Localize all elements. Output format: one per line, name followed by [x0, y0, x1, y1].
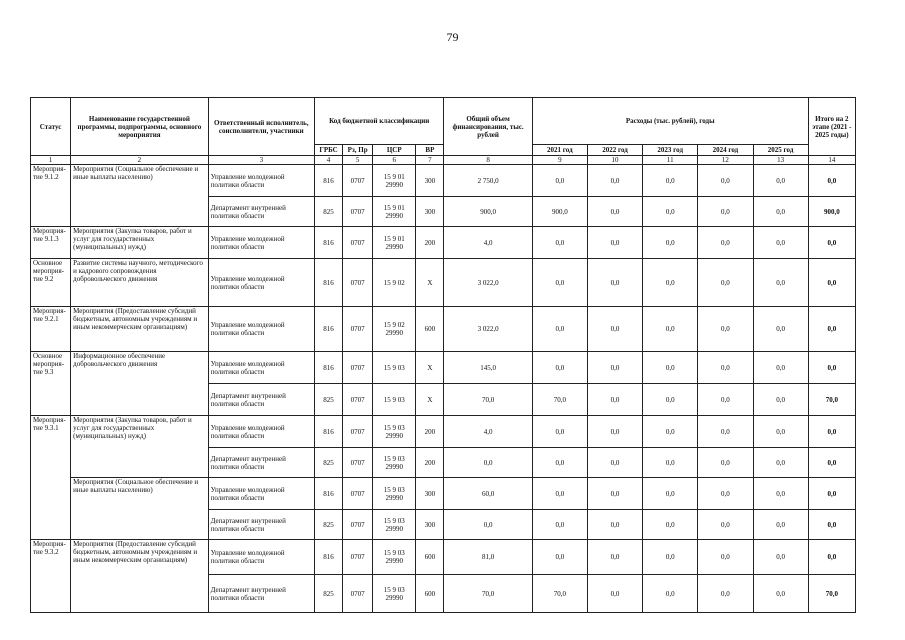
- rzpr-cell: 0707: [343, 227, 373, 259]
- grbs-cell: 816: [315, 416, 343, 448]
- header-2024: 2024 год: [698, 145, 753, 156]
- itogo-cell: 0,0: [808, 448, 855, 478]
- executor-cell: Управление молодежной политики области: [208, 307, 314, 352]
- rzpr-cell: 0707: [343, 197, 373, 227]
- itogo-cell: 0,0: [808, 510, 855, 540]
- year-2025-cell: 0,0: [753, 416, 808, 448]
- col-num: 8: [444, 156, 532, 165]
- executor-cell: Департамент внутренней политики области: [208, 384, 314, 416]
- year-2022-cell: 0,0: [587, 575, 642, 613]
- year-2022-cell: 0,0: [587, 478, 642, 510]
- name-cell: Мероприятия (Закупка товаров, работ и услуг для государственных (муниципальных) нужд): [71, 227, 208, 259]
- year-2021-cell: 0,0: [532, 510, 587, 540]
- table-row: [31, 307, 856, 352]
- year-2023-cell: 0,0: [643, 259, 698, 307]
- year-2025-cell: 0,0: [753, 165, 808, 197]
- grbs-cell: 825: [315, 448, 343, 478]
- table-row: [31, 227, 856, 259]
- executor-cell: Управление молодежной политики области: [208, 352, 314, 384]
- itogo-cell: 0,0: [808, 540, 855, 575]
- vr-cell: 200: [416, 227, 444, 259]
- year-2021-cell: 0,0: [532, 307, 587, 352]
- year-2021-cell: 0,0: [532, 478, 587, 510]
- header-itogo: Итого на 2 этапе (2021 - 2025 годы): [808, 98, 855, 156]
- csr-cell: 15 9 03: [373, 384, 416, 416]
- col-num: 7: [416, 156, 444, 165]
- grbs-cell: 816: [315, 165, 343, 197]
- header-csr: ЦСР: [373, 145, 416, 156]
- total-cell: 81,0: [444, 540, 532, 575]
- year-2025-cell: 0,0: [753, 307, 808, 352]
- year-2022-cell: 0,0: [587, 540, 642, 575]
- itogo-cell: 0,0: [808, 478, 855, 510]
- col-num: 5: [343, 156, 373, 165]
- grbs-cell: 816: [315, 259, 343, 307]
- table-row: [31, 165, 856, 197]
- status-cell: Основное мероприя-тие 9.2: [31, 259, 71, 307]
- csr-cell: 15 9 01 29990: [373, 227, 416, 259]
- col-num: 11: [643, 156, 698, 165]
- csr-cell: 15 9 01 29990: [373, 165, 416, 197]
- executor-cell: Управление молодежной политики области: [208, 416, 314, 448]
- status-cell: Мероприя-тие 9.3.2: [31, 540, 71, 613]
- year-2025-cell: 0,0: [753, 510, 808, 540]
- csr-cell: 15 9 03: [373, 352, 416, 384]
- year-2022-cell: 0,0: [587, 197, 642, 227]
- col-num: 4: [315, 156, 343, 165]
- year-2024-cell: 0,0: [698, 575, 753, 613]
- year-2022-cell: 0,0: [587, 259, 642, 307]
- col-num: 13: [753, 156, 808, 165]
- executor-cell: Департамент внутренней политики области: [208, 575, 314, 613]
- year-2023-cell: 0,0: [643, 352, 698, 384]
- itogo-cell: 900,0: [808, 197, 855, 227]
- header-status: Статус: [31, 98, 71, 156]
- year-2025-cell: 0,0: [753, 384, 808, 416]
- year-2024-cell: 0,0: [698, 165, 753, 197]
- table-row: [31, 259, 856, 307]
- year-2024-cell: 0,0: [698, 227, 753, 259]
- grbs-cell: 816: [315, 540, 343, 575]
- year-2022-cell: 0,0: [587, 165, 642, 197]
- grbs-cell: 816: [315, 352, 343, 384]
- col-num: 6: [373, 156, 416, 165]
- name-cell: Мероприятия (Социальное обеспечение и иные выплаты населению): [71, 165, 208, 227]
- grbs-cell: 816: [315, 307, 343, 352]
- rzpr-cell: 0707: [343, 416, 373, 448]
- year-2025-cell: 0,0: [753, 197, 808, 227]
- csr-cell: 15 9 02: [373, 259, 416, 307]
- year-2021-cell: 70,0: [532, 384, 587, 416]
- year-2022-cell: 0,0: [587, 416, 642, 448]
- csr-cell: 15 9 03 29990: [373, 510, 416, 540]
- year-2025-cell: 0,0: [753, 352, 808, 384]
- itogo-cell: 70,0: [808, 384, 855, 416]
- year-2024-cell: 0,0: [698, 448, 753, 478]
- year-2022-cell: 0,0: [587, 384, 642, 416]
- csr-cell: 15 9 03 29990: [373, 448, 416, 478]
- itogo-cell: 0,0: [808, 416, 855, 448]
- year-2024-cell: 0,0: [698, 416, 753, 448]
- header-name: Наименование государственной программы, подпрограммы, основного мероприятия: [71, 98, 208, 156]
- vr-cell: 300: [416, 510, 444, 540]
- year-2023-cell: 0,0: [643, 227, 698, 259]
- year-2025-cell: 0,0: [753, 540, 808, 575]
- header-total: Общий объем финансирования, тыс. рублей: [444, 98, 532, 156]
- itogo-cell: 0,0: [808, 259, 855, 307]
- table-row: [31, 540, 856, 575]
- header-expenses: Расходы (тыс. рублей), годы: [532, 98, 808, 145]
- header-rzpr: Рз, Пр: [343, 145, 373, 156]
- csr-cell: 15 9 02 29990: [373, 307, 416, 352]
- total-cell: 70,0: [444, 575, 532, 613]
- year-2023-cell: 0,0: [643, 307, 698, 352]
- header-grbs: ГРБС: [315, 145, 343, 156]
- vr-cell: 600: [416, 575, 444, 613]
- total-cell: 4,0: [444, 227, 532, 259]
- grbs-cell: 816: [315, 478, 343, 510]
- year-2024-cell: 0,0: [698, 352, 753, 384]
- executor-cell: Управление молодежной политики области: [208, 478, 314, 510]
- executor-cell: Управление молодежной политики области: [208, 540, 314, 575]
- status-cell: Мероприя-тие 9.2.1: [31, 307, 71, 352]
- vr-cell: Х: [416, 352, 444, 384]
- col-num: 2: [71, 156, 208, 165]
- total-cell: 900,0: [444, 197, 532, 227]
- year-2022-cell: 0,0: [587, 307, 642, 352]
- name-cell: Мероприятия (Социальное обеспечение и иные выплаты населению): [71, 478, 208, 540]
- vr-cell: 200: [416, 448, 444, 478]
- year-2023-cell: 0,0: [643, 384, 698, 416]
- executor-cell: Департамент внутренней политики области: [208, 510, 314, 540]
- total-cell: 3 022,0: [444, 307, 532, 352]
- year-2021-cell: 0,0: [532, 165, 587, 197]
- col-num: 14: [808, 156, 855, 165]
- year-2023-cell: 0,0: [643, 510, 698, 540]
- csr-cell: 15 9 03 29990: [373, 575, 416, 613]
- year-2021-cell: 0,0: [532, 448, 587, 478]
- total-cell: 145,0: [444, 352, 532, 384]
- status-cell: Основное мероприя-тие 9.3: [31, 352, 71, 416]
- itogo-cell: 0,0: [808, 227, 855, 259]
- rzpr-cell: 0707: [343, 384, 373, 416]
- status-cell: Мероприя-тие 9.3.1: [31, 416, 71, 540]
- year-2021-cell: 0,0: [532, 416, 587, 448]
- executor-cell: Управление молодежной политики области: [208, 259, 314, 307]
- rzpr-cell: 0707: [343, 448, 373, 478]
- total-cell: 2 750,0: [444, 165, 532, 197]
- rzpr-cell: 0707: [343, 510, 373, 540]
- year-2022-cell: 0,0: [587, 510, 642, 540]
- vr-cell: 600: [416, 540, 444, 575]
- vr-cell: 300: [416, 197, 444, 227]
- csr-cell: 15 9 03 29990: [373, 478, 416, 510]
- vr-cell: 600: [416, 307, 444, 352]
- year-2021-cell: 0,0: [532, 259, 587, 307]
- year-2025-cell: 0,0: [753, 575, 808, 613]
- table-row: [31, 478, 856, 510]
- vr-cell: 300: [416, 478, 444, 510]
- header-2021: 2021 год: [532, 145, 587, 156]
- year-2021-cell: 900,0: [532, 197, 587, 227]
- rzpr-cell: 0707: [343, 352, 373, 384]
- total-cell: 3 022,0: [444, 259, 532, 307]
- year-2024-cell: 0,0: [698, 307, 753, 352]
- grbs-cell: 825: [315, 197, 343, 227]
- vr-cell: Х: [416, 259, 444, 307]
- year-2024-cell: 0,0: [698, 259, 753, 307]
- year-2025-cell: 0,0: [753, 227, 808, 259]
- name-cell: Мероприятия (Предоставление субсидий бюджетным, автономным учреждениям и иным некоммерческим организациям): [71, 307, 208, 352]
- page-number: 79: [446, 30, 459, 44]
- col-num: 3: [208, 156, 314, 165]
- itogo-cell: 0,0: [808, 352, 855, 384]
- year-2023-cell: 0,0: [643, 575, 698, 613]
- col-num: 12: [698, 156, 753, 165]
- year-2023-cell: 0,0: [643, 540, 698, 575]
- rzpr-cell: 0707: [343, 540, 373, 575]
- col-num: 10: [587, 156, 642, 165]
- rzpr-cell: 0707: [343, 307, 373, 352]
- executor-cell: Департамент внутренней политики области: [208, 448, 314, 478]
- csr-cell: 15 9 01 29990: [373, 197, 416, 227]
- col-num: 9: [532, 156, 587, 165]
- grbs-cell: 825: [315, 575, 343, 613]
- total-cell: 0,0: [444, 510, 532, 540]
- table-row: [31, 416, 856, 448]
- year-2022-cell: 0,0: [587, 227, 642, 259]
- csr-cell: 15 9 03 29990: [373, 540, 416, 575]
- itogo-cell: 0,0: [808, 307, 855, 352]
- year-2023-cell: 0,0: [643, 197, 698, 227]
- year-2024-cell: 0,0: [698, 478, 753, 510]
- header-budget-code: Код бюджетной классификации: [315, 98, 444, 145]
- total-cell: 4,0: [444, 416, 532, 448]
- year-2024-cell: 0,0: [698, 197, 753, 227]
- year-2024-cell: 0,0: [698, 510, 753, 540]
- year-2023-cell: 0,0: [643, 165, 698, 197]
- total-cell: 70,0: [444, 384, 532, 416]
- rzpr-cell: 0707: [343, 259, 373, 307]
- rzpr-cell: 0707: [343, 575, 373, 613]
- name-cell: Информационное обеспечение добровольческого движения: [71, 352, 208, 416]
- total-cell: 60,0: [444, 478, 532, 510]
- total-cell: 0,0: [444, 448, 532, 478]
- col-num: 1: [31, 156, 71, 165]
- vr-cell: 300: [416, 165, 444, 197]
- csr-cell: 15 9 03 29990: [373, 416, 416, 448]
- status-cell: Мероприя-тие 9.1.2: [31, 165, 71, 227]
- rzpr-cell: 0707: [343, 165, 373, 197]
- header-vr: ВР: [416, 145, 444, 156]
- header-executor: Ответственный исполнитель, соисполнители, участники: [208, 98, 314, 156]
- itogo-cell: 70,0: [808, 575, 855, 613]
- executor-cell: Управление молодежной политики области: [208, 227, 314, 259]
- itogo-cell: 0,0: [808, 165, 855, 197]
- status-cell: Мероприя-тие 9.1.3: [31, 227, 71, 259]
- budget-table: [30, 97, 856, 613]
- name-cell: Мероприятия (Закупка товаров, работ и услуг для государственных (муниципальных) нужд): [71, 416, 208, 478]
- vr-cell: Х: [416, 384, 444, 416]
- vr-cell: 200: [416, 416, 444, 448]
- grbs-cell: 816: [315, 227, 343, 259]
- column-numbers-row: [31, 156, 856, 165]
- year-2021-cell: 70,0: [532, 575, 587, 613]
- executor-cell: Управление молодежной политики области: [208, 165, 314, 197]
- table-row: [31, 352, 856, 384]
- year-2025-cell: 0,0: [753, 259, 808, 307]
- year-2023-cell: 0,0: [643, 448, 698, 478]
- grbs-cell: 825: [315, 384, 343, 416]
- name-cell: Мероприятия (Предоставление субсидий бюджетным, автономным учреждениям и иным некоммерческим организациям): [71, 540, 208, 613]
- grbs-cell: 825: [315, 510, 343, 540]
- year-2022-cell: 0,0: [587, 448, 642, 478]
- header-2023: 2023 год: [643, 145, 698, 156]
- year-2024-cell: 0,0: [698, 540, 753, 575]
- year-2025-cell: 0,0: [753, 478, 808, 510]
- year-2021-cell: 0,0: [532, 227, 587, 259]
- executor-cell: Департамент внутренней политики области: [208, 197, 314, 227]
- year-2024-cell: 0,0: [698, 384, 753, 416]
- year-2021-cell: 0,0: [532, 540, 587, 575]
- year-2022-cell: 0,0: [587, 352, 642, 384]
- year-2023-cell: 0,0: [643, 416, 698, 448]
- year-2023-cell: 0,0: [643, 478, 698, 510]
- header-2025: 2025 год: [753, 145, 808, 156]
- rzpr-cell: 0707: [343, 478, 373, 510]
- year-2021-cell: 0,0: [532, 352, 587, 384]
- header-2022: 2022 год: [587, 145, 642, 156]
- year-2025-cell: 0,0: [753, 448, 808, 478]
- name-cell: Развитие системы научного, методического и кадрового сопровождения добровольческого движения: [71, 259, 208, 307]
